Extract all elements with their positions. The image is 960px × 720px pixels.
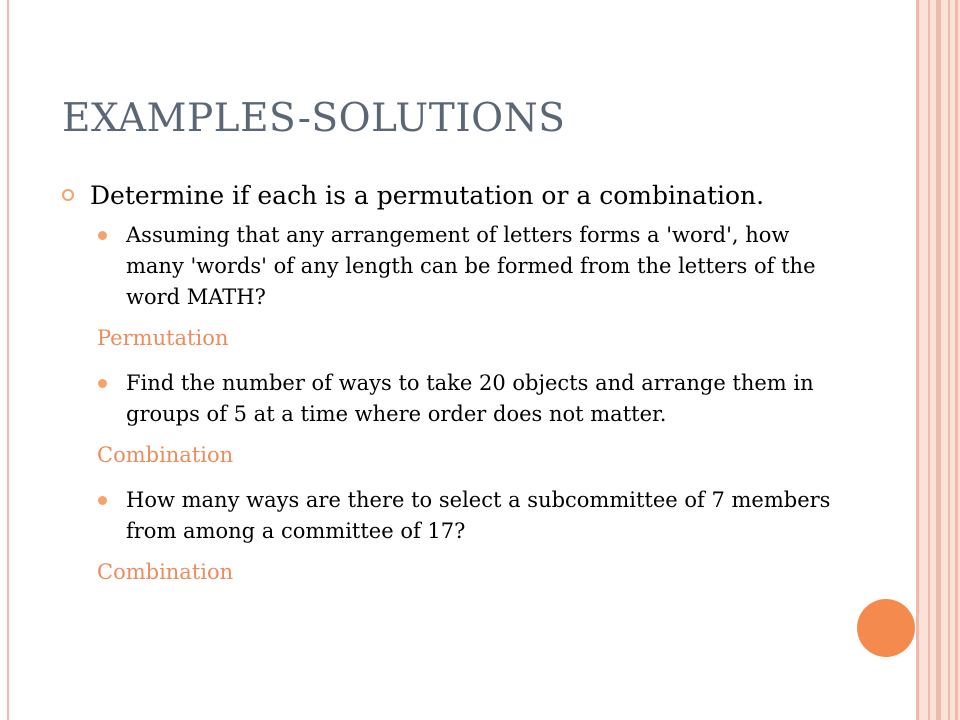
right-stripe (955, 0, 958, 720)
right-stripe (936, 0, 941, 720)
dot-bullet-icon (98, 231, 107, 240)
ring-bullet-icon (62, 189, 74, 201)
right-stripe (948, 0, 950, 720)
right-stripe (916, 0, 919, 720)
sub-bullet (98, 368, 842, 430)
right-stripe (928, 0, 930, 720)
dot-bullet-icon (98, 496, 107, 505)
question-text: Find the number of ways to take 20 objects and arrange them in groups of 5 at a time where order does not matter. (126, 371, 814, 426)
sub-bullet (98, 220, 842, 313)
sub-bullet (98, 485, 842, 547)
main-bullet-text: Determine if each is a permutation or a combination. (90, 181, 765, 210)
decorative-circle (857, 599, 915, 657)
question-text: How many ways are there to select a subcommittee of 7 members from among a committee of 17? (126, 488, 831, 543)
slide-title: EXAMPLES-SOLUTIONS (62, 96, 566, 141)
left-border-line (7, 0, 9, 720)
slide-content (62, 178, 842, 602)
answer-text: Combination (97, 560, 234, 584)
dot-bullet-icon (98, 379, 107, 388)
question-text: Assuming that any arrangement of letters forms a 'word', how many 'words' of any length can be formed from the letters of the word MATH? (126, 223, 816, 309)
answer-text: Combination (97, 443, 234, 467)
main-bullet (62, 178, 842, 214)
answer-text: Permutation (97, 326, 229, 350)
